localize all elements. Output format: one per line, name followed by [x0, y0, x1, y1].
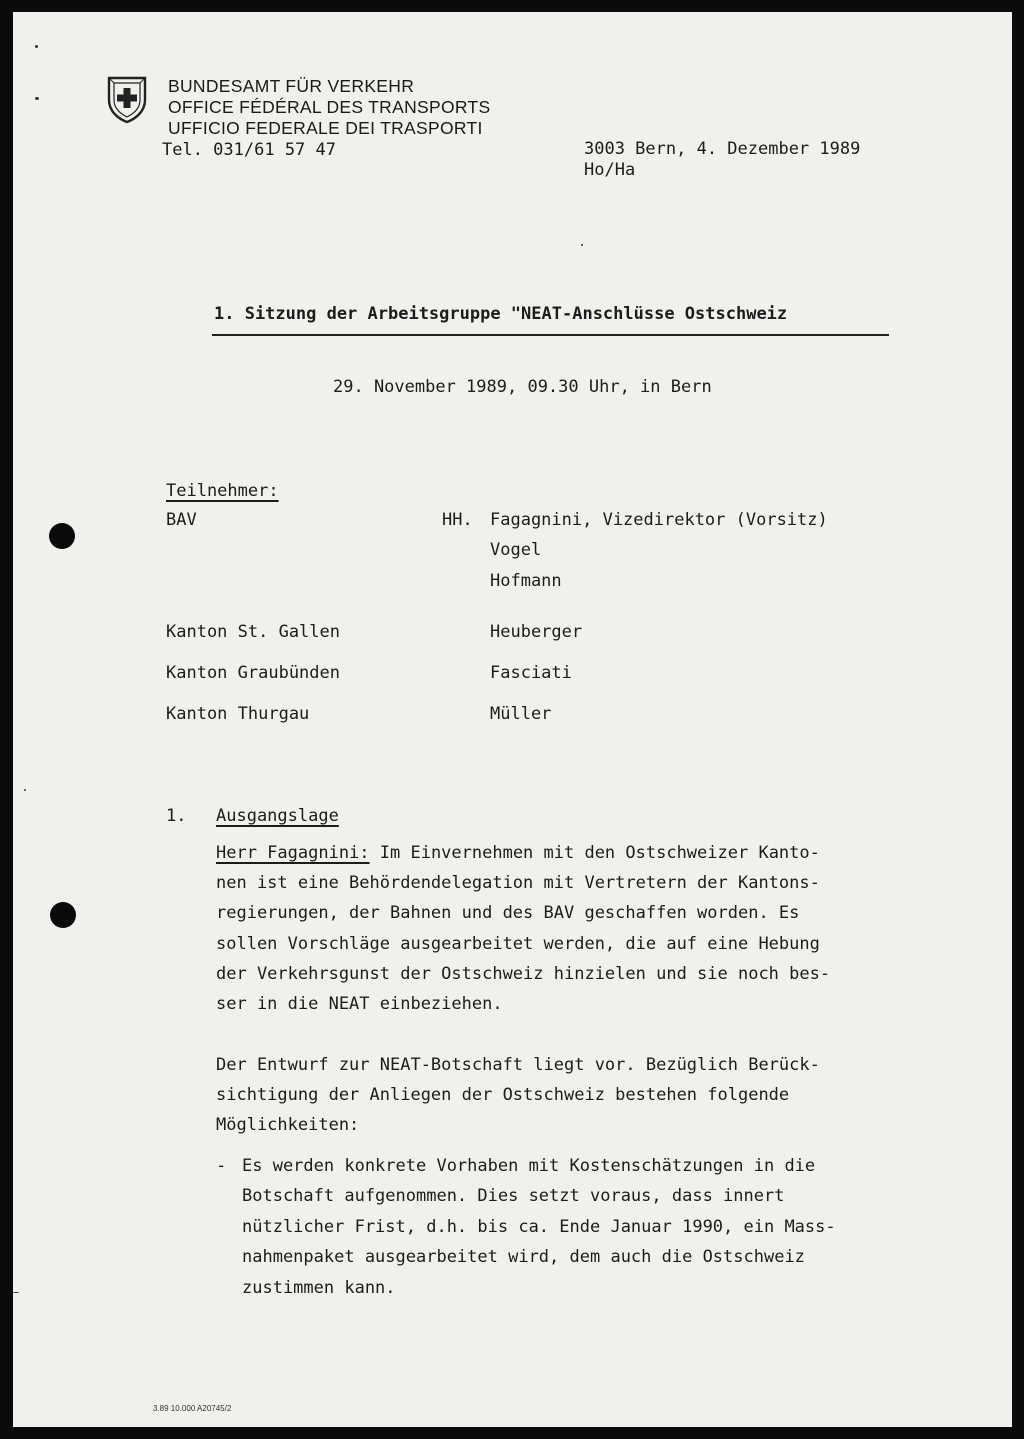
paragraph-line: ser in die NEAT einbeziehen.: [216, 994, 503, 1015]
letterhead-line-de: BUNDESAMT FÜR VERKEHR: [168, 76, 415, 96]
paragraph-line: nen ist eine Behördendelegation mit Vertretern der Kantons-: [216, 873, 820, 894]
participant-name: Heuberger: [490, 622, 583, 642]
punch-hole: [50, 902, 76, 928]
letterhead-phone: Tel. 031/61 57 47: [162, 140, 336, 160]
bullet-line: nützlicher Frist, d.h. bis ca. Ende Januar 1990, ein Mass-: [242, 1216, 836, 1237]
participant-org-bav: BAV: [166, 510, 197, 530]
participant-name: Müller: [490, 704, 552, 724]
document-page: [13, 12, 1012, 1427]
paragraph-line: sollen Vorschläge ausgearbeitet werden, die auf eine Hebung: [216, 933, 820, 954]
document-title: 1. Sitzung der Arbeitsgruppe "NEAT-Anschlüsse Ostschweiz: [214, 304, 788, 324]
participant-org: Kanton Thurgau: [166, 704, 310, 724]
paragraph-2: [216, 1050, 956, 1141]
reference-code: Ho/Ha: [584, 160, 636, 180]
bullet-line: Es werden konkrete Vorhaben mit Kostenschätzungen in die: [242, 1156, 816, 1176]
footer-print-code: 3.89 10.000 A20745/2: [153, 1404, 232, 1413]
participant-name: Fasciati: [490, 663, 572, 683]
bullet-line: zustimmen kann.: [242, 1277, 396, 1298]
letterhead-agency: [168, 76, 490, 139]
participant-prefix: HH.: [442, 510, 473, 530]
bullet-item-1: [242, 1151, 962, 1303]
paper-speck: [24, 789, 26, 791]
title-rule: [212, 334, 889, 336]
meeting-info: 29. November 1989, 09.30 Uhr, in Bern: [333, 377, 712, 397]
participant-org: Kanton Graubünden: [166, 663, 340, 683]
speaker-label: Herr Fagagnini:: [216, 843, 370, 863]
paper-speck: [35, 45, 38, 48]
paragraph-line: regierungen, der Bahnen und des BAV geschaffen worden. Es: [216, 903, 800, 924]
letterhead-line-it: UFFICIO FEDERALE DEI TRASPORTI: [168, 118, 483, 138]
paragraph-line: der Verkehrsgunst der Ostschweiz hinzielen und sie noch bes-: [216, 963, 831, 984]
paper-speck: [581, 244, 583, 246]
paragraph-line: Im Einvernehmen mit den Ostschweizer Kanto-: [369, 843, 820, 863]
participants-heading: Teilnehmer:: [166, 481, 279, 501]
paragraph-line: Möglichkeiten:: [216, 1115, 360, 1136]
place-date: 3003 Bern, 4. Dezember 1989: [584, 139, 861, 159]
participant-name: Fagagnini, Vizedirektor (Vorsitz): [490, 510, 828, 530]
bullet-dash: -: [216, 1156, 227, 1176]
paper-speck: [13, 1292, 19, 1293]
paper-speck: [35, 97, 39, 100]
participant-org: Kanton St. Gallen: [166, 622, 340, 642]
swiss-cross-shield-icon: [105, 74, 149, 124]
participant-name: Vogel: [490, 540, 542, 560]
bullet-line: nahmenpaket ausgearbeitet wird, dem auch die Ostschweiz: [242, 1247, 805, 1268]
paragraph-line: sichtigung der Anliegen der Ostschweiz bestehen folgende: [216, 1085, 790, 1106]
punch-hole: [49, 523, 75, 549]
bullet-line: Botschaft aufgenommen. Dies setzt voraus, dass innert: [242, 1186, 785, 1207]
participant-name: Hofmann: [490, 571, 562, 591]
letterhead-line-fr: OFFICE FÉDÉRAL DES TRANSPORTS: [168, 97, 491, 117]
section-heading: Ausgangslage: [216, 806, 339, 826]
paragraph-1: [216, 838, 956, 1019]
paragraph-line: Der Entwurf zur NEAT-Botschaft liegt vor. Bezüglich Berück-: [216, 1055, 820, 1075]
section-number: 1.: [166, 806, 187, 826]
